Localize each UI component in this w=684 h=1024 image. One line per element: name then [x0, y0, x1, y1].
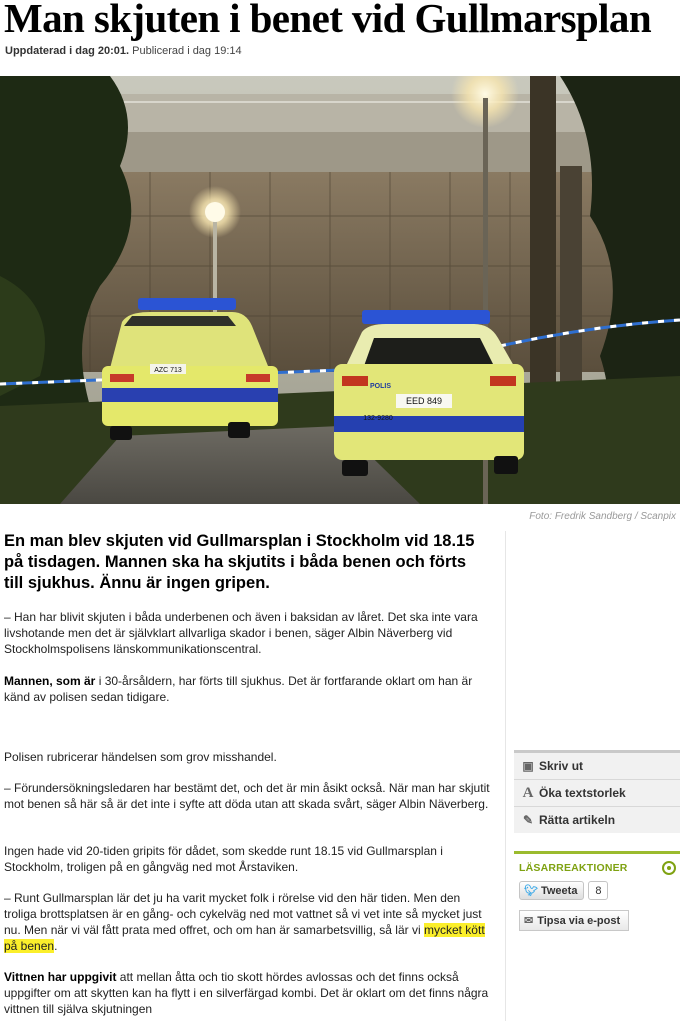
text-size-icon: A [522, 784, 534, 801]
reactions-title: LÄSARREAKTIONER [519, 862, 628, 874]
printer-icon: ▣ [522, 759, 534, 773]
correct-article-button[interactable] [514, 806, 680, 833]
article-lead: En man blev skjuten vid Gullmarsplan i Stockholm vid 18.15 på tisdagen. Mannen ska ha skjutits i båda benen och förts till sjukhus. Ännu är ingen gripen. [4, 532, 475, 592]
paragraph-bold-lead: Mannen, som är [4, 674, 96, 688]
twitter-bird-icon: 🐦︎ [524, 885, 538, 897]
paragraph-text: . [54, 939, 58, 953]
article-paragraph: – Han har blivit skjuten i båda underbenen och även i baksidan av låret. Det ska inte vara livshotande men det är självklart allvarliga skador i benen, säger Albin Näverberg vid Stockholmspolisens länskommunikationscentral. [4, 610, 478, 656]
article-timestamps [5, 45, 242, 57]
text-size-button[interactable] [514, 779, 680, 806]
article-paragraph: Polisen rubricerar händelsen som grov misshandel. [4, 750, 277, 764]
email-tip-label: Tipsa via e-post [537, 914, 621, 927]
text-size-label: Öka textstorlek [539, 786, 626, 800]
print-label: Skriv ut [539, 759, 584, 773]
print-button[interactable] [514, 750, 680, 779]
paragraph-text: att mellan åtta och tio skott hördes avlossas och det finns också uppgifter om att skytten kan ha flytt i en silverfärgad kombi. Det är oklart om det finns några vittnen till själva skjutningen [4, 970, 489, 1016]
expand-icon[interactable] [662, 861, 676, 875]
photo-caption: Foto: Fredrik Sandberg / Scanpix [529, 511, 676, 522]
paragraph-text: i 30-årsåldern, har förts till sjukhus. Det är fortfarande oklart om han är känd av polisen sedan tidigare. [4, 674, 473, 704]
tweet-label: Tweeta [540, 884, 578, 897]
police-scene-image [0, 76, 680, 504]
tweet-row [519, 881, 608, 900]
article-paragraph [4, 673, 490, 705]
updated-time: Uppdaterad i dag 20:01. [5, 45, 130, 57]
police-car-right [334, 310, 524, 476]
email-tip-button[interactable] [519, 910, 629, 931]
article-headline: Man skjuten i benet vid Gullmarsplan [4, 0, 652, 41]
highlighted-text: mycket kött på benen [4, 923, 485, 953]
tweet-count: 8 [588, 881, 608, 900]
paragraph-text: – Runt Gullmarsplan lär det ju ha varit mycket folk i rörelse vid den här tiden. Men den troliga brottsplatsen är en gång- och cykelväg ned mot vattnet så vi vet inte så mycket just nu. Men när vi väl fått prata med offret, och om han är samarbetsvillig, så lär vi [4, 891, 482, 937]
car-left-plate: AZC 713 [154, 367, 182, 374]
article-paragraph: Ingen hade vid 20-tiden gripits för dådet, som skedde runt 18.15 vid Gullmarsplan i Stockholm, troligen på en gångväg ned mot Årstaviken. [4, 844, 443, 874]
car-right-plate: EED 849 [405, 396, 443, 406]
article-paragraph [4, 969, 490, 1017]
reader-reactions [514, 851, 680, 927]
article-paragraph: – Förundersökningsledaren har bestämt det, och det är min åsikt också. När man har skjutit mot benen så här så är det inte i syfte att döda utan att skada svårt, säger Albin Näverberg. [4, 781, 490, 811]
envelope-icon: ✉ [524, 915, 534, 927]
pencil-icon: ✎ [522, 813, 534, 827]
correct-article-label: Rätta artikeln [539, 813, 616, 827]
car-right-number: 132-9280 [363, 415, 393, 422]
article-paragraph [4, 890, 490, 954]
tweet-button[interactable] [519, 881, 584, 900]
paragraph-bold-lead: Vittnen har uppgivit [4, 970, 117, 984]
article-photo[interactable] [0, 76, 680, 504]
article-tools [514, 750, 680, 833]
column-divider [505, 531, 506, 1021]
published-time: Publicerad i dag 19:14 [132, 45, 242, 57]
car-right-label: POLIS [370, 383, 392, 390]
